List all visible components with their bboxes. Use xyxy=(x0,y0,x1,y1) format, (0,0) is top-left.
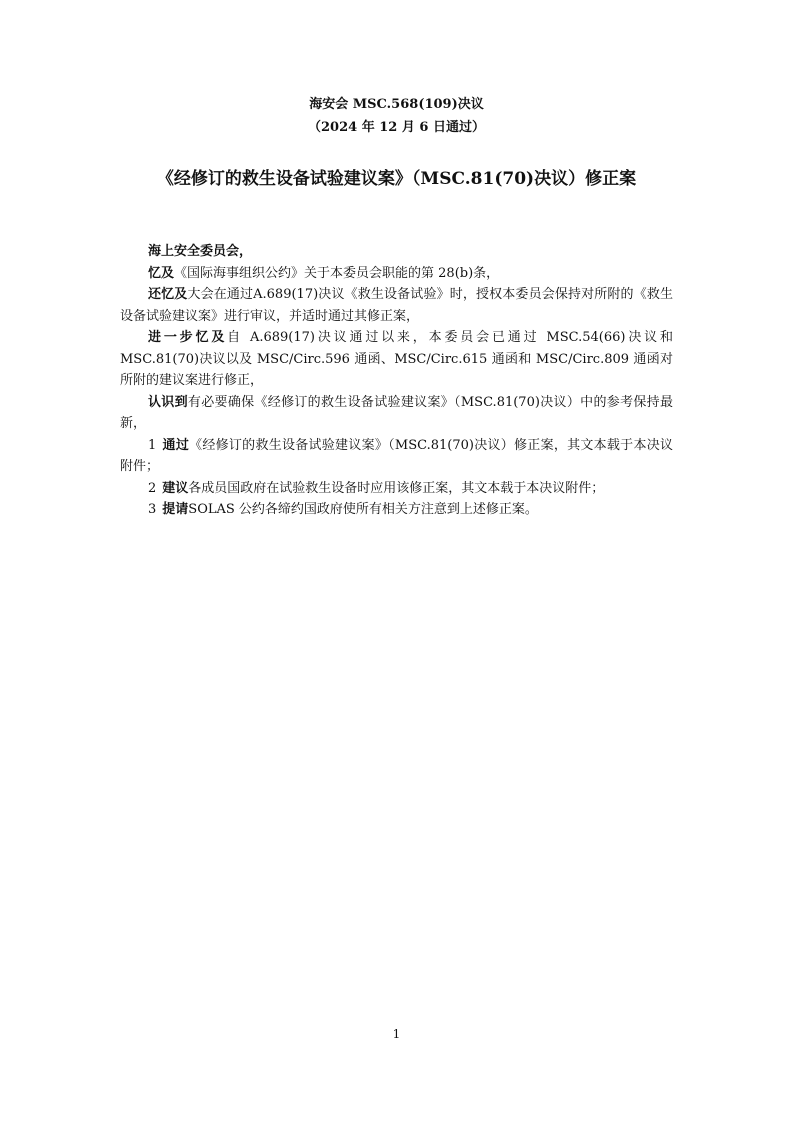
operative-paragraph-1 xyxy=(120,435,673,478)
operative-text: SOLAS 公约各缔约国政府使所有相关方注意到上述修正案。 xyxy=(188,502,538,517)
operative-paragraph-3 xyxy=(120,499,673,521)
operative-lead: 提请 xyxy=(162,502,189,517)
paragraph-number: 3 xyxy=(148,502,157,517)
preamble-lead: 认识到 xyxy=(148,394,188,410)
paragraph-number: 2 xyxy=(148,480,157,496)
operative-text: 《经修订的救生设备试验建议案》（MSC.81(70)决议）修正案，其文本载于本决议附件； xyxy=(120,437,673,474)
preamble-text: 大会在通过A.689(17)决议《救生设备试验》时，授权本委员会保持对所附的《救生设备试验建议案》进行审议，并适时通过其修正案， xyxy=(120,287,673,324)
preamble-text: 自 A.689(17)决议通过以来，本委员会已通过 MSC.54(66)决议和 MSC.81(70)决议以及 MSC/Circ.596 通函、MSC/Circ.615 通函和 MSC/Circ.809 通函对所附的建议案进行修正， xyxy=(120,330,673,388)
adoption-date: （2024 年 12 月 6 日通过） xyxy=(308,120,485,135)
document-title: 《经修订的救生设备试验建议案》（MSC.81(70)决议）修正案 xyxy=(156,169,637,189)
operative-lead: 建议 xyxy=(162,480,189,496)
operative-lead: 通过 xyxy=(162,437,190,453)
preamble-recognizing xyxy=(120,392,673,435)
preamble-recalling xyxy=(120,263,673,285)
paragraph-number: 1 xyxy=(148,437,157,453)
page-number: 1 xyxy=(392,1027,401,1041)
preamble-recalling-further xyxy=(120,327,673,392)
preamble-lead: 还忆及 xyxy=(148,287,188,302)
operative-paragraph-2 xyxy=(120,478,673,500)
preamble-text: 《国际海事组织公约》关于本委员会职能的第 28(b)条， xyxy=(174,265,500,281)
preamble-lead: 忆及 xyxy=(148,265,175,281)
resolution-number: 海安会 MSC.568(109)决议 xyxy=(309,97,484,112)
preamble-recalling-also xyxy=(120,284,673,327)
preamble-text: 有必要确保《经修订的救生设备试验建议案》（MSC.81(70)决议）中的参考保持最新， xyxy=(120,394,673,431)
operative-text: 各成员国政府在试验救生设备时应用该修正案，其文本载于本决议附件； xyxy=(188,480,605,496)
salutation: 海上安全委员会， xyxy=(148,244,253,259)
resolution-body xyxy=(120,241,673,521)
preamble-lead: 进一步忆及 xyxy=(148,330,228,345)
